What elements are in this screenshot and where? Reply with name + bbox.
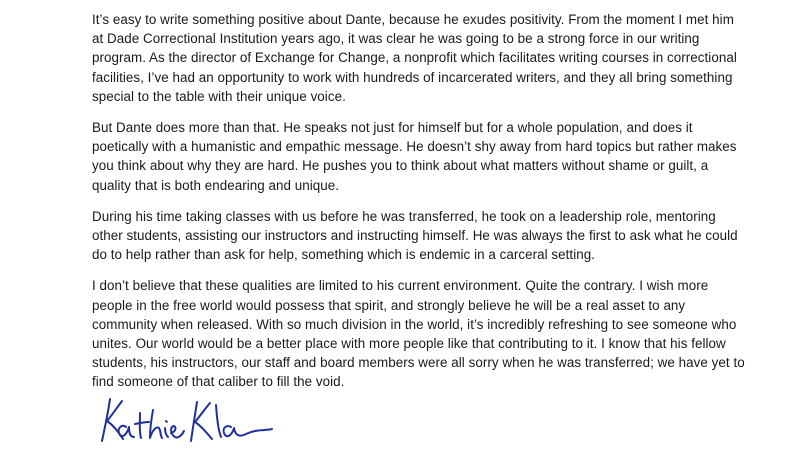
paragraph-3: During his time taking classes with us before he was transferred, he took on a leadership role, mentoring other students, assisting our instructors and instructing himself. He was always the first to ask what he could do to help rather than ask for help, something which is endemic in a carceral setting.	[92, 208, 738, 263]
paragraph-4: I don’t believe that these qualities are limited to his current environment. Quite the contrary. I wish more people in the free world would possess that spirit, and strongly believe he will be a real asset to any community when released. With so much division in the world, it’s incredibly refreshing to see someone who unites. Our world would be a better place with more people like that contributing to it. I know that his fellow students, his instructors, our staff and board members were all sorry when he was transferred; we have yet to find someone of that caliber to fill the void.	[92, 278, 745, 390]
handwritten-signature	[96, 393, 276, 451]
letter-body	[92, 10, 747, 404]
signature-image	[96, 393, 276, 451]
paragraph-1: It’s easy to write something positive about Dante, because he exudes positivity. From the moment I met him at Dade Correctional Institution years ago, it was clear he was going to be a strong force in our writing program. As the director of Exchange for Change, a nonprofit which facilitates writing courses in correctional facilities, I’ve had an opportunity to work with hundreds of incarcerated writers, and they all bring something special to the table with their unique voice.	[92, 12, 737, 104]
paragraph-2: But Dante does more than that. He speaks not just for himself but for a whole population, and does it poetically with a humanistic and empathic message. He doesn’t shy away from hard topics but rather makes you think about why they are hard. He pushes you to think about what matters without shame or guilt, a quality that is both endearing and unique.	[92, 120, 737, 193]
